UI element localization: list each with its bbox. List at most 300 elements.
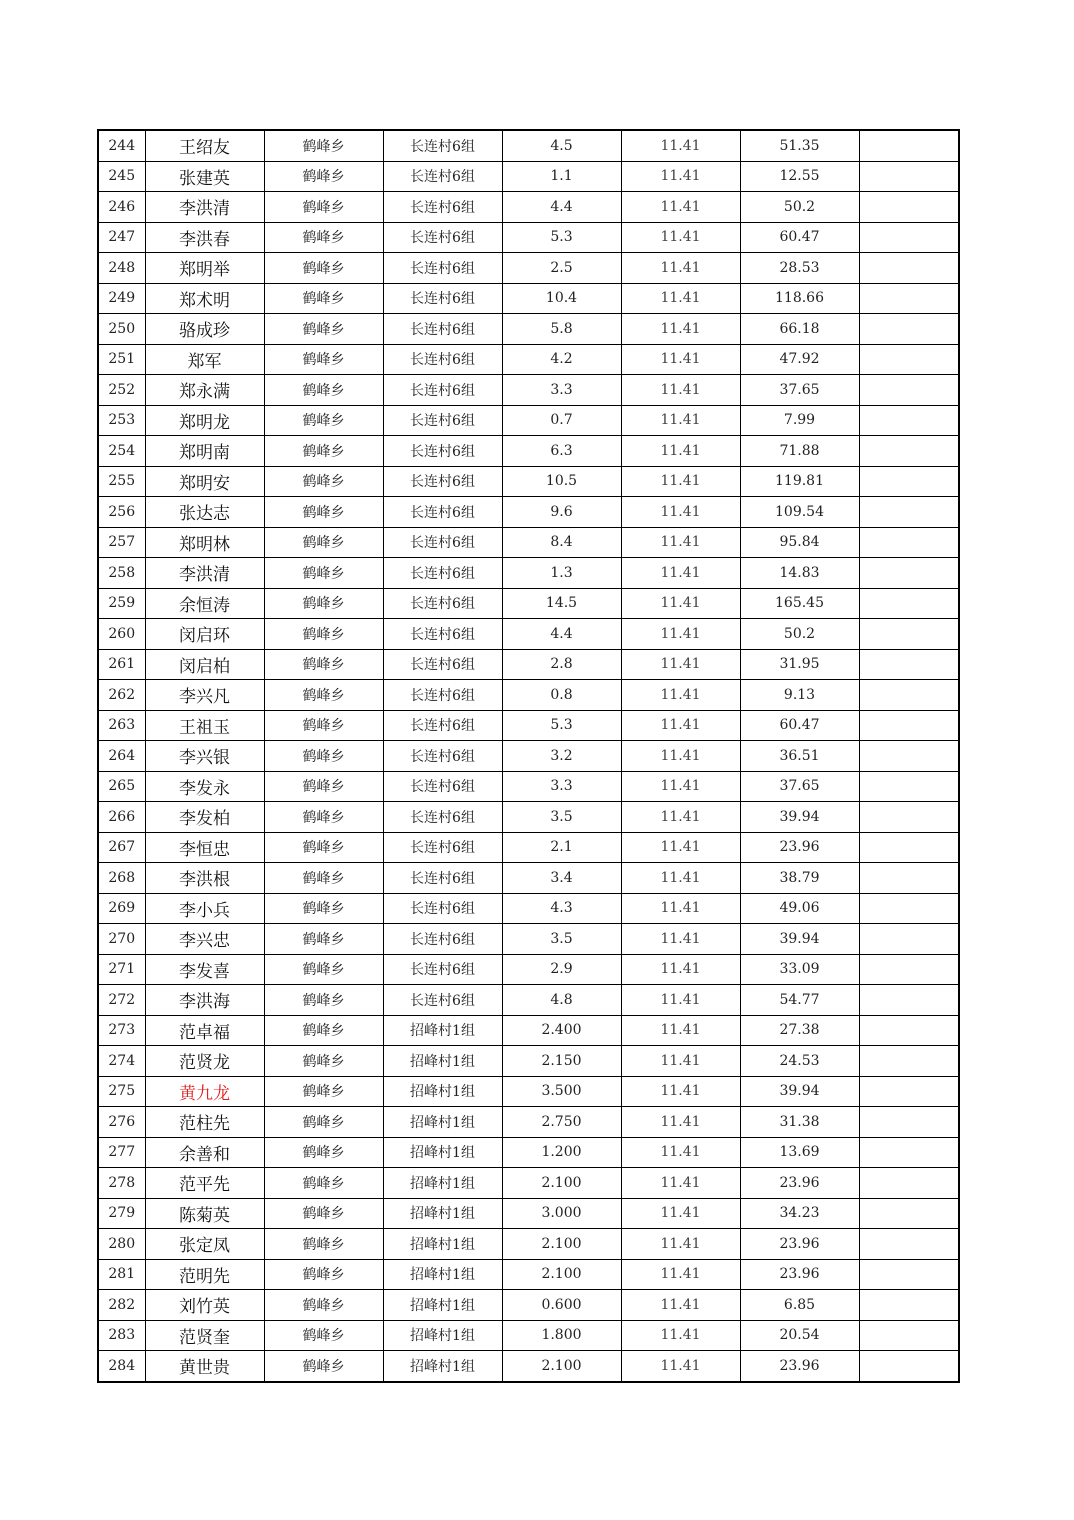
cell-person-name: 李发永: [145, 771, 264, 802]
cell-village-group: 长连村6组: [383, 558, 502, 589]
cell-note: [859, 1290, 959, 1321]
cell-serial-number: 276: [98, 1107, 145, 1138]
cell-serial-number: 250: [98, 314, 145, 345]
cell-township: 鹤峰乡: [264, 771, 383, 802]
table-row: [98, 619, 959, 650]
table-row: [98, 314, 959, 345]
cell-amount: 36.51: [740, 741, 859, 772]
cell-rate: 11.41: [621, 863, 740, 894]
cell-amount: 39.94: [740, 924, 859, 955]
cell-area: 4.2: [502, 344, 621, 375]
cell-amount: 118.66: [740, 283, 859, 314]
cell-area: 3.4: [502, 863, 621, 894]
cell-township: 鹤峰乡: [264, 1107, 383, 1138]
cell-serial-number: 280: [98, 1229, 145, 1260]
cell-serial-number: 284: [98, 1351, 145, 1382]
table-row: [98, 771, 959, 802]
cell-person-name: 范贤奎: [145, 1320, 264, 1351]
table-row: [98, 1259, 959, 1290]
table-row: [98, 1137, 959, 1168]
cell-village-group: 长连村6组: [383, 893, 502, 924]
cell-amount: 39.94: [740, 802, 859, 833]
cell-note: [859, 588, 959, 619]
cell-township: 鹤峰乡: [264, 802, 383, 833]
cell-area: 0.7: [502, 405, 621, 436]
cell-amount: 37.65: [740, 375, 859, 406]
cell-rate: 11.41: [621, 1320, 740, 1351]
table-row: [98, 893, 959, 924]
cell-note: [859, 253, 959, 284]
cell-rate: 11.41: [621, 985, 740, 1016]
cell-rate: 11.41: [621, 283, 740, 314]
cell-village-group: 长连村6组: [383, 649, 502, 680]
cell-amount: 33.09: [740, 954, 859, 985]
table-row: [98, 1015, 959, 1046]
cell-amount: 51.35: [740, 130, 859, 161]
cell-township: 鹤峰乡: [264, 405, 383, 436]
cell-person-name: 王祖玉: [145, 710, 264, 741]
cell-person-name: 骆成珍: [145, 314, 264, 345]
cell-township: 鹤峰乡: [264, 1076, 383, 1107]
cell-area: 5.8: [502, 314, 621, 345]
cell-village-group: 长连村6组: [383, 375, 502, 406]
cell-person-name: 李洪春: [145, 222, 264, 253]
cell-note: [859, 1259, 959, 1290]
cell-amount: 49.06: [740, 893, 859, 924]
cell-note: [859, 893, 959, 924]
cell-village-group: 长连村6组: [383, 405, 502, 436]
cell-village-group: 长连村6组: [383, 832, 502, 863]
cell-rate: 11.41: [621, 130, 740, 161]
cell-amount: 37.65: [740, 771, 859, 802]
cell-area: 2.100: [502, 1351, 621, 1382]
table-row: [98, 1107, 959, 1138]
cell-note: [859, 375, 959, 406]
cell-serial-number: 267: [98, 832, 145, 863]
cell-amount: 119.81: [740, 466, 859, 497]
cell-rate: 11.41: [621, 161, 740, 192]
cell-area: 2.100: [502, 1168, 621, 1199]
cell-village-group: 长连村6组: [383, 344, 502, 375]
cell-area: 4.3: [502, 893, 621, 924]
cell-note: [859, 1107, 959, 1138]
cell-village-group: 招峰村1组: [383, 1351, 502, 1382]
cell-rate: 11.41: [621, 436, 740, 467]
cell-person-name: 范明先: [145, 1259, 264, 1290]
table-row: [98, 649, 959, 680]
cell-area: 8.4: [502, 527, 621, 558]
table-row: [98, 1198, 959, 1229]
cell-note: [859, 741, 959, 772]
cell-rate: 11.41: [621, 1168, 740, 1199]
cell-township: 鹤峰乡: [264, 649, 383, 680]
cell-serial-number: 282: [98, 1290, 145, 1321]
cell-township: 鹤峰乡: [264, 619, 383, 650]
table-row: [98, 863, 959, 894]
cell-note: [859, 1015, 959, 1046]
table-row: [98, 466, 959, 497]
cell-township: 鹤峰乡: [264, 1290, 383, 1321]
cell-note: [859, 1229, 959, 1260]
cell-rate: 11.41: [621, 558, 740, 589]
cell-note: [859, 1046, 959, 1077]
cell-area: 3.3: [502, 375, 621, 406]
cell-person-name: 李洪清: [145, 558, 264, 589]
cell-township: 鹤峰乡: [264, 1259, 383, 1290]
cell-amount: 13.69: [740, 1137, 859, 1168]
cell-rate: 11.41: [621, 1046, 740, 1077]
cell-amount: 50.2: [740, 619, 859, 650]
cell-township: 鹤峰乡: [264, 893, 383, 924]
cell-serial-number: 261: [98, 649, 145, 680]
cell-area: 4.4: [502, 192, 621, 223]
cell-rate: 11.41: [621, 1137, 740, 1168]
cell-serial-number: 248: [98, 253, 145, 284]
cell-person-name: 郑术明: [145, 283, 264, 314]
table-row: [98, 1046, 959, 1077]
cell-township: 鹤峰乡: [264, 1046, 383, 1077]
cell-area: 4.4: [502, 619, 621, 650]
cell-amount: 20.54: [740, 1320, 859, 1351]
cell-serial-number: 273: [98, 1015, 145, 1046]
cell-township: 鹤峰乡: [264, 283, 383, 314]
cell-area: 2.750: [502, 1107, 621, 1138]
cell-serial-number: 258: [98, 558, 145, 589]
table-row: [98, 1290, 959, 1321]
table-row: [98, 1320, 959, 1351]
cell-note: [859, 222, 959, 253]
cell-township: 鹤峰乡: [264, 924, 383, 955]
cell-amount: 27.38: [740, 1015, 859, 1046]
cell-note: [859, 1076, 959, 1107]
cell-area: 6.3: [502, 436, 621, 467]
cell-village-group: 招峰村1组: [383, 1137, 502, 1168]
cell-rate: 11.41: [621, 527, 740, 558]
cell-serial-number: 262: [98, 680, 145, 711]
table-row: [98, 802, 959, 833]
cell-area: 1.1: [502, 161, 621, 192]
cell-township: 鹤峰乡: [264, 1168, 383, 1199]
cell-rate: 11.41: [621, 588, 740, 619]
cell-rate: 11.41: [621, 924, 740, 955]
cell-area: 2.1: [502, 832, 621, 863]
cell-person-name: 李兴银: [145, 741, 264, 772]
cell-amount: 23.96: [740, 1229, 859, 1260]
cell-village-group: 招峰村1组: [383, 1259, 502, 1290]
cell-person-name: 李发喜: [145, 954, 264, 985]
cell-serial-number: 281: [98, 1259, 145, 1290]
cell-serial-number: 247: [98, 222, 145, 253]
table-row: [98, 253, 959, 284]
cell-amount: 34.23: [740, 1198, 859, 1229]
cell-amount: 23.96: [740, 1168, 859, 1199]
cell-rate: 11.41: [621, 741, 740, 772]
cell-person-name: 张达志: [145, 497, 264, 528]
cell-village-group: 长连村6组: [383, 527, 502, 558]
cell-amount: 31.38: [740, 1107, 859, 1138]
cell-village-group: 招峰村1组: [383, 1168, 502, 1199]
cell-note: [859, 497, 959, 528]
cell-rate: 11.41: [621, 375, 740, 406]
cell-person-name: 黄九龙: [145, 1076, 264, 1107]
table-body: [98, 130, 959, 1382]
cell-township: 鹤峰乡: [264, 527, 383, 558]
cell-serial-number: 272: [98, 985, 145, 1016]
cell-village-group: 招峰村1组: [383, 1015, 502, 1046]
cell-amount: 7.99: [740, 405, 859, 436]
cell-township: 鹤峰乡: [264, 832, 383, 863]
table-row: [98, 1076, 959, 1107]
cell-person-name: 李洪海: [145, 985, 264, 1016]
cell-township: 鹤峰乡: [264, 344, 383, 375]
cell-village-group: 招峰村1组: [383, 1290, 502, 1321]
cell-serial-number: 266: [98, 802, 145, 833]
cell-rate: 11.41: [621, 710, 740, 741]
cell-amount: 28.53: [740, 253, 859, 284]
cell-person-name: 余善和: [145, 1137, 264, 1168]
cell-township: 鹤峰乡: [264, 985, 383, 1016]
cell-person-name: 余恒涛: [145, 588, 264, 619]
cell-rate: 11.41: [621, 619, 740, 650]
cell-amount: 109.54: [740, 497, 859, 528]
cell-serial-number: 257: [98, 527, 145, 558]
cell-serial-number: 253: [98, 405, 145, 436]
cell-person-name: 李小兵: [145, 893, 264, 924]
table-row: [98, 1168, 959, 1199]
cell-note: [859, 680, 959, 711]
cell-village-group: 长连村6组: [383, 192, 502, 223]
cell-township: 鹤峰乡: [264, 1015, 383, 1046]
cell-township: 鹤峰乡: [264, 558, 383, 589]
cell-note: [859, 436, 959, 467]
cell-township: 鹤峰乡: [264, 314, 383, 345]
cell-amount: 9.13: [740, 680, 859, 711]
cell-amount: 6.85: [740, 1290, 859, 1321]
cell-serial-number: 246: [98, 192, 145, 223]
table-row: [98, 680, 959, 711]
cell-village-group: 招峰村1组: [383, 1320, 502, 1351]
cell-person-name: 郑永满: [145, 375, 264, 406]
cell-note: [859, 863, 959, 894]
cell-note: [859, 405, 959, 436]
cell-serial-number: 251: [98, 344, 145, 375]
cell-rate: 11.41: [621, 1198, 740, 1229]
cell-village-group: 招峰村1组: [383, 1046, 502, 1077]
cell-note: [859, 924, 959, 955]
cell-area: 3.500: [502, 1076, 621, 1107]
cell-rate: 11.41: [621, 1076, 740, 1107]
cell-note: [859, 1168, 959, 1199]
cell-person-name: 张定凤: [145, 1229, 264, 1260]
table-row: [98, 710, 959, 741]
cell-township: 鹤峰乡: [264, 161, 383, 192]
cell-village-group: 长连村6组: [383, 741, 502, 772]
cell-rate: 11.41: [621, 1351, 740, 1382]
cell-rate: 11.41: [621, 680, 740, 711]
cell-amount: 23.96: [740, 1351, 859, 1382]
cell-township: 鹤峰乡: [264, 497, 383, 528]
cell-township: 鹤峰乡: [264, 1351, 383, 1382]
cell-village-group: 长连村6组: [383, 588, 502, 619]
cell-village-group: 招峰村1组: [383, 1107, 502, 1138]
cell-note: [859, 954, 959, 985]
cell-township: 鹤峰乡: [264, 1229, 383, 1260]
cell-amount: 31.95: [740, 649, 859, 680]
cell-amount: 47.92: [740, 344, 859, 375]
cell-note: [859, 710, 959, 741]
cell-township: 鹤峰乡: [264, 863, 383, 894]
cell-village-group: 长连村6组: [383, 130, 502, 161]
cell-area: 2.150: [502, 1046, 621, 1077]
cell-amount: 60.47: [740, 710, 859, 741]
cell-area: 3.3: [502, 771, 621, 802]
cell-amount: 12.55: [740, 161, 859, 192]
cell-person-name: 李洪清: [145, 192, 264, 223]
cell-person-name: 黄世贵: [145, 1351, 264, 1382]
cell-village-group: 长连村6组: [383, 436, 502, 467]
table-row: [98, 527, 959, 558]
cell-serial-number: 278: [98, 1168, 145, 1199]
cell-person-name: 李兴凡: [145, 680, 264, 711]
cell-amount: 60.47: [740, 222, 859, 253]
cell-village-group: 长连村6组: [383, 466, 502, 497]
cell-area: 2.5: [502, 253, 621, 284]
table-row: [98, 283, 959, 314]
cell-township: 鹤峰乡: [264, 710, 383, 741]
cell-township: 鹤峰乡: [264, 222, 383, 253]
cell-serial-number: 279: [98, 1198, 145, 1229]
cell-person-name: 张建英: [145, 161, 264, 192]
cell-note: [859, 1351, 959, 1382]
cell-note: [859, 344, 959, 375]
cell-township: 鹤峰乡: [264, 954, 383, 985]
cell-area: 5.3: [502, 222, 621, 253]
cell-rate: 11.41: [621, 771, 740, 802]
cell-rate: 11.41: [621, 192, 740, 223]
table-row: [98, 588, 959, 619]
cell-township: 鹤峰乡: [264, 741, 383, 772]
cell-village-group: 长连村6组: [383, 497, 502, 528]
cell-person-name: 郑军: [145, 344, 264, 375]
cell-township: 鹤峰乡: [264, 375, 383, 406]
cell-serial-number: 244: [98, 130, 145, 161]
cell-amount: 38.79: [740, 863, 859, 894]
cell-person-name: 王绍友: [145, 130, 264, 161]
cell-village-group: 长连村6组: [383, 619, 502, 650]
cell-amount: 39.94: [740, 1076, 859, 1107]
cell-amount: 71.88: [740, 436, 859, 467]
cell-rate: 11.41: [621, 1229, 740, 1260]
cell-rate: 11.41: [621, 1015, 740, 1046]
cell-area: 10.5: [502, 466, 621, 497]
cell-person-name: 范贤龙: [145, 1046, 264, 1077]
cell-note: [859, 832, 959, 863]
cell-note: [859, 283, 959, 314]
cell-rate: 11.41: [621, 222, 740, 253]
cell-person-name: 李洪根: [145, 863, 264, 894]
cell-amount: 66.18: [740, 314, 859, 345]
cell-note: [859, 314, 959, 345]
cell-rate: 11.41: [621, 1290, 740, 1321]
cell-village-group: 长连村6组: [383, 283, 502, 314]
cell-serial-number: 283: [98, 1320, 145, 1351]
cell-village-group: 长连村6组: [383, 710, 502, 741]
cell-note: [859, 527, 959, 558]
cell-village-group: 长连村6组: [383, 771, 502, 802]
cell-area: 2.9: [502, 954, 621, 985]
cell-amount: 24.53: [740, 1046, 859, 1077]
cell-township: 鹤峰乡: [264, 436, 383, 467]
table-row: [98, 222, 959, 253]
cell-area: 3.000: [502, 1198, 621, 1229]
cell-area: 4.5: [502, 130, 621, 161]
cell-village-group: 招峰村1组: [383, 1229, 502, 1260]
table-row: [98, 832, 959, 863]
cell-rate: 11.41: [621, 954, 740, 985]
cell-village-group: 招峰村1组: [383, 1198, 502, 1229]
cell-amount: 23.96: [740, 832, 859, 863]
table-row: [98, 192, 959, 223]
cell-rate: 11.41: [621, 832, 740, 863]
cell-person-name: 郑明举: [145, 253, 264, 284]
cell-person-name: 郑明安: [145, 466, 264, 497]
cell-person-name: 郑明龙: [145, 405, 264, 436]
cell-village-group: 长连村6组: [383, 802, 502, 833]
cell-note: [859, 619, 959, 650]
cell-village-group: 长连村6组: [383, 863, 502, 894]
cell-amount: 23.96: [740, 1259, 859, 1290]
cell-area: 10.4: [502, 283, 621, 314]
cell-township: 鹤峰乡: [264, 588, 383, 619]
cell-serial-number: 259: [98, 588, 145, 619]
cell-rate: 11.41: [621, 253, 740, 284]
cell-serial-number: 249: [98, 283, 145, 314]
cell-serial-number: 277: [98, 1137, 145, 1168]
cell-person-name: 范柱先: [145, 1107, 264, 1138]
cell-village-group: 长连村6组: [383, 924, 502, 955]
cell-person-name: 范卓福: [145, 1015, 264, 1046]
cell-area: 1.200: [502, 1137, 621, 1168]
table-row: [98, 741, 959, 772]
cell-serial-number: 265: [98, 771, 145, 802]
cell-amount: 165.45: [740, 588, 859, 619]
cell-area: 3.5: [502, 802, 621, 833]
cell-rate: 11.41: [621, 802, 740, 833]
cell-area: 2.100: [502, 1229, 621, 1260]
cell-area: 0.8: [502, 680, 621, 711]
cell-rate: 11.41: [621, 1259, 740, 1290]
cell-person-name: 李恒忠: [145, 832, 264, 863]
table-row: [98, 344, 959, 375]
cell-note: [859, 649, 959, 680]
cell-township: 鹤峰乡: [264, 1198, 383, 1229]
cell-note: [859, 771, 959, 802]
cell-serial-number: 269: [98, 893, 145, 924]
table-row: [98, 1229, 959, 1260]
cell-rate: 11.41: [621, 497, 740, 528]
cell-serial-number: 255: [98, 466, 145, 497]
cell-area: 5.3: [502, 710, 621, 741]
table-row: [98, 436, 959, 467]
cell-township: 鹤峰乡: [264, 680, 383, 711]
cell-village-group: 长连村6组: [383, 253, 502, 284]
cell-township: 鹤峰乡: [264, 192, 383, 223]
cell-area: 2.8: [502, 649, 621, 680]
cell-person-name: 陈菊英: [145, 1198, 264, 1229]
cell-person-name: 李发柏: [145, 802, 264, 833]
cell-village-group: 长连村6组: [383, 985, 502, 1016]
cell-township: 鹤峰乡: [264, 253, 383, 284]
